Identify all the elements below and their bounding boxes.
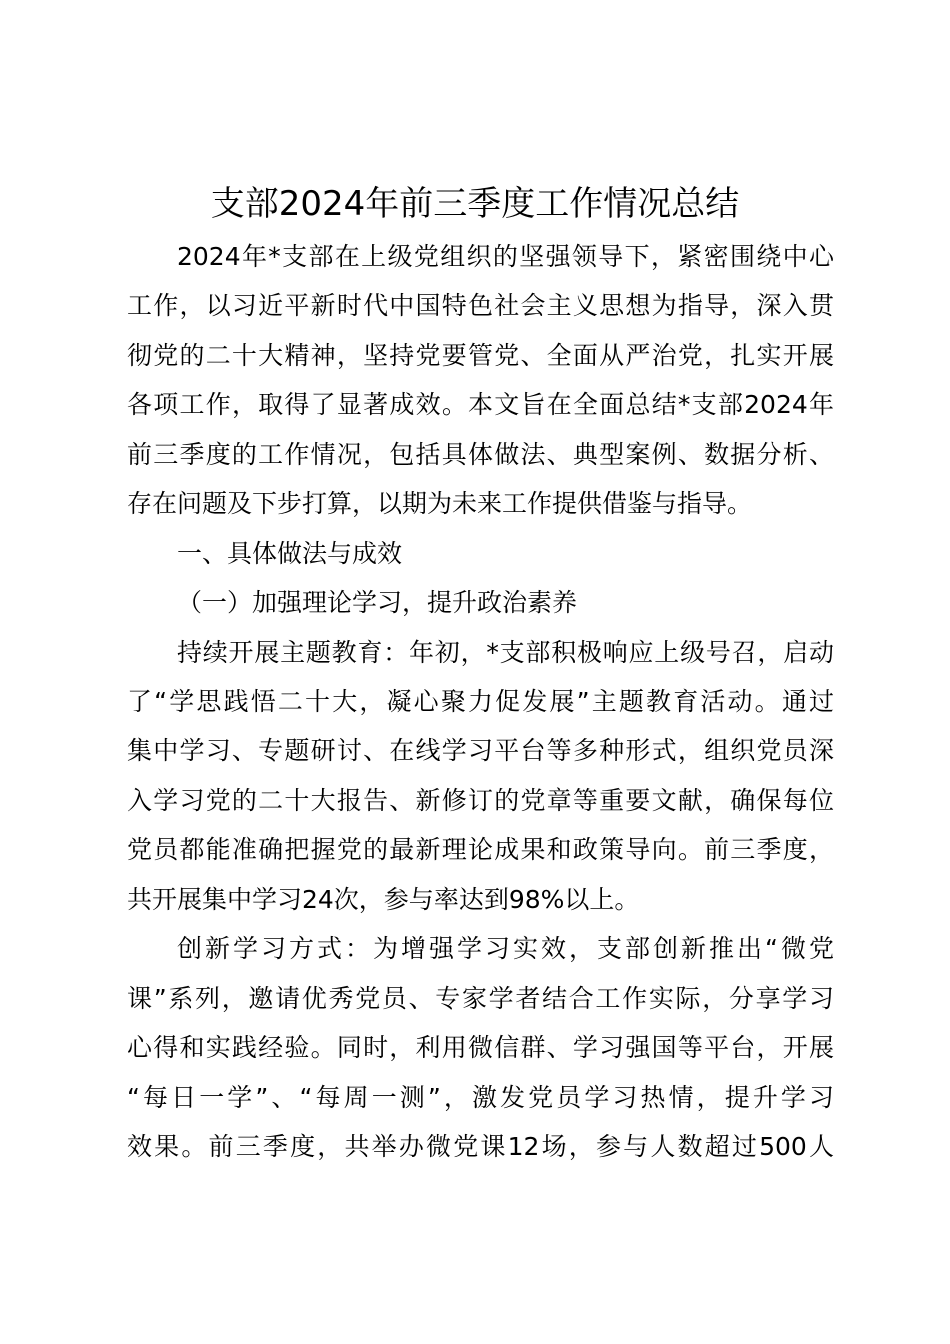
paragraph-line: 存在问题及下步打算，以期为未来工作提供借鉴与指导。 bbox=[127, 489, 753, 518]
document-title: 支部2024年前三季度工作情况总结 bbox=[210, 184, 740, 224]
paragraph-line: 集中学习、专题研讨、在线学习平台等多种形式，组织党员深 bbox=[127, 736, 834, 765]
paragraph-line: 2024年*支部在上级党组织的坚强领导下，紧密围绕中心 bbox=[177, 242, 834, 271]
section-heading: 一、具体做法与成效 bbox=[177, 539, 403, 568]
paragraph-line: 效果。前三季度，共举办微党课12场，参与人数超过500人 bbox=[127, 1132, 834, 1161]
paragraph-line: 创新学习方式：为增强学习实效，支部创新推出“微党 bbox=[177, 934, 834, 963]
paragraph-line: 工作，以习近平新时代中国特色社会主义思想为指导，深入贯 bbox=[127, 291, 834, 320]
paragraph-line: 各项工作，取得了显著成效。本文旨在全面总结*支部2024年 bbox=[127, 390, 834, 419]
subsection-heading: （一）加强理论学习，提升政治素养 bbox=[177, 588, 578, 617]
paragraph-line: “每日一学”、“每周一测”，激发党员学习热情，提升学习 bbox=[127, 1083, 834, 1112]
paragraph-line: 前三季度的工作情况，包括具体做法、典型案例、数据分析、 bbox=[127, 440, 834, 469]
paragraph-line: 心得和实践经验。同时，利用微信群、学习强国等平台，开展 bbox=[127, 1033, 834, 1062]
paragraph-line: 党员都能准确把握党的最新理论成果和政策导向。前三季度， bbox=[127, 835, 834, 864]
paragraph-line: 了“学思践悟二十大，凝心聚力促发展”主题教育活动。通过 bbox=[127, 687, 834, 716]
paragraph-line: 课”系列，邀请优秀党员、专家学者结合工作实际，分享学习 bbox=[127, 984, 834, 1013]
paragraph-line: 共开展集中学习24次，参与率达到98%以上。 bbox=[127, 885, 640, 914]
paragraph-line: 持续开展主题教育：年初，*支部积极响应上级号召，启动 bbox=[177, 638, 834, 667]
paragraph-line: 彻党的二十大精神，坚持党要管党、全面从严治党，扎实开展 bbox=[127, 341, 834, 370]
paragraph-line: 入学习党的二十大报告、新修订的党章等重要文献，确保每位 bbox=[127, 786, 834, 815]
